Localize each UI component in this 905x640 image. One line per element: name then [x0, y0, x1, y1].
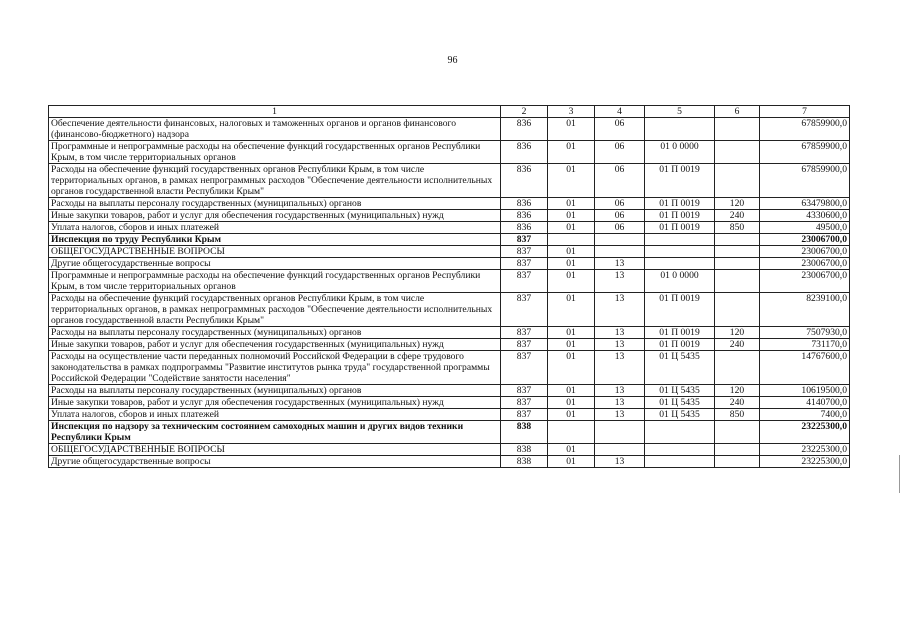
row-code-cell [715, 351, 760, 385]
row-amount-cell: 67859900,0 [760, 118, 850, 141]
table-row [49, 397, 850, 409]
row-name-cell: Уплата налогов, сборов и иных платежей [49, 409, 501, 421]
row-code-cell: 01 [548, 270, 595, 293]
row-code-cell: 06 [595, 198, 645, 210]
row-code-cell: 01 [548, 293, 595, 327]
table-row [49, 293, 850, 327]
row-code-cell: 01 [548, 258, 595, 270]
table-row [49, 118, 850, 141]
table-row [49, 234, 850, 246]
row-code-cell [645, 456, 715, 468]
row-code-cell: 836 [501, 222, 548, 234]
row-name-cell: Инспекция по труду Республики Крым [49, 234, 501, 246]
row-code-cell: 13 [595, 293, 645, 327]
row-code-cell: 01 П 0019 [645, 327, 715, 339]
row-code-cell [595, 234, 645, 246]
row-code-cell: 837 [501, 327, 548, 339]
row-amount-cell: 4330600,0 [760, 210, 850, 222]
row-code-cell: 01 0 0000 [645, 141, 715, 164]
row-code-cell: 01 [548, 327, 595, 339]
row-amount-cell: 731170,0 [760, 339, 850, 351]
row-code-cell [715, 444, 760, 456]
row-code-cell: 01 П 0019 [645, 222, 715, 234]
row-name-cell: Расходы на осуществление части переданных полномочий Российской Федерации в сфере трудового законодательства в рамках подпрограммы "Развитие институтов рынка труда" государственной программы Российской Федерации "Содействие занятости населения" [49, 351, 501, 385]
row-code-cell [595, 246, 645, 258]
table-row [49, 444, 850, 456]
row-code-cell: 240 [715, 397, 760, 409]
table-row [49, 270, 850, 293]
row-code-cell: 01 [548, 397, 595, 409]
table-body [49, 106, 850, 468]
row-code-cell [595, 421, 645, 444]
row-amount-cell: 14767600,0 [760, 351, 850, 385]
scan-edge-mark [899, 455, 900, 493]
row-code-cell: 01 0 0000 [645, 270, 715, 293]
row-code-cell: 240 [715, 339, 760, 351]
row-code-cell: 01 [548, 246, 595, 258]
page-number: 96 [447, 55, 458, 66]
row-code-cell: 836 [501, 210, 548, 222]
row-code-cell: 01 [548, 118, 595, 141]
table-row [49, 222, 850, 234]
row-code-cell: 13 [595, 270, 645, 293]
row-code-cell [645, 421, 715, 444]
table-row [49, 456, 850, 468]
row-name-cell: ОБЩЕГОСУДАРСТВЕННЫЕ ВОПРОСЫ [49, 246, 501, 258]
row-amount-cell: 23006700,0 [760, 270, 850, 293]
row-name-cell: Программные и непрограммные расходы на обеспечение функций государственных органов Республики Крым, в том числе территориальных органов [49, 270, 501, 293]
row-amount-cell: 49500,0 [760, 222, 850, 234]
row-code-cell: 13 [595, 409, 645, 421]
row-code-cell: 836 [501, 164, 548, 198]
row-code-cell [715, 270, 760, 293]
table-row [49, 258, 850, 270]
row-code-cell: 13 [595, 258, 645, 270]
row-code-cell [715, 118, 760, 141]
row-code-cell: 13 [595, 339, 645, 351]
row-code-cell: 01 [548, 385, 595, 397]
row-name-cell: Другие общегосударственные вопросы [49, 456, 501, 468]
row-amount-cell: 23225300,0 [760, 444, 850, 456]
table-row [49, 164, 850, 198]
row-code-cell: 01 [548, 141, 595, 164]
row-code-cell: 13 [595, 397, 645, 409]
row-code-cell: 01 П 0019 [645, 198, 715, 210]
row-code-cell: 06 [595, 222, 645, 234]
column-header: 7 [760, 106, 850, 118]
row-code-cell: 01 [548, 210, 595, 222]
row-code-cell: 01 [548, 351, 595, 385]
row-code-cell: 836 [501, 141, 548, 164]
column-header: 4 [595, 106, 645, 118]
table-row [49, 327, 850, 339]
row-code-cell [645, 234, 715, 246]
row-code-cell: 01 П 0019 [645, 293, 715, 327]
row-amount-cell: 7400,0 [760, 409, 850, 421]
row-amount-cell: 10619500,0 [760, 385, 850, 397]
row-amount-cell: 8239100,0 [760, 293, 850, 327]
row-name-cell: Расходы на обеспечение функций государственных органов Республики Крым, в том числе территориальных органов, в рамках непрограммных расходов "Обеспечение деятельности исполнительных органов государственной власти Республики Крым" [49, 164, 501, 198]
row-code-cell: 06 [595, 118, 645, 141]
row-amount-cell: 4140700,0 [760, 397, 850, 409]
row-code-cell: 838 [501, 421, 548, 444]
row-amount-cell: 23006700,0 [760, 246, 850, 258]
table-row [49, 409, 850, 421]
budget-table [48, 105, 850, 468]
table-row [49, 198, 850, 210]
row-code-cell [595, 444, 645, 456]
row-code-cell: 01 П 0019 [645, 210, 715, 222]
row-code-cell [715, 293, 760, 327]
row-code-cell: 13 [595, 456, 645, 468]
row-amount-cell: 23225300,0 [760, 456, 850, 468]
row-code-cell [548, 234, 595, 246]
row-name-cell: Расходы на выплаты персоналу государственных (муниципальных) органов [49, 327, 501, 339]
row-code-cell: 13 [595, 351, 645, 385]
row-code-cell: 838 [501, 456, 548, 468]
row-code-cell: 01 П 0019 [645, 164, 715, 198]
row-name-cell: Программные и непрограммные расходы на обеспечение функций государственных органов Республики Крым, в том числе территориальных органов [49, 141, 501, 164]
column-header: 3 [548, 106, 595, 118]
row-code-cell [715, 258, 760, 270]
row-code-cell [548, 421, 595, 444]
row-code-cell: 01 [548, 198, 595, 210]
row-code-cell [645, 258, 715, 270]
row-code-cell [715, 246, 760, 258]
row-amount-cell: 23225300,0 [760, 421, 850, 444]
row-code-cell: 837 [501, 409, 548, 421]
row-code-cell: 837 [501, 258, 548, 270]
row-code-cell [715, 421, 760, 444]
row-code-cell: 01 [548, 222, 595, 234]
row-name-cell: Иные закупки товаров, работ и услуг для обеспечения государственных (муниципальных) нужд [49, 397, 501, 409]
row-code-cell [645, 444, 715, 456]
row-code-cell [645, 246, 715, 258]
row-amount-cell: 7507930,0 [760, 327, 850, 339]
row-code-cell: 13 [595, 385, 645, 397]
row-code-cell: 01 Ц 5435 [645, 351, 715, 385]
table-row [49, 246, 850, 258]
row-name-cell: Обеспечение деятельности финансовых, налоговых и таможенных органов и органов финансового (финансово-бюджетного) надзора [49, 118, 501, 141]
column-header: 2 [501, 106, 548, 118]
row-code-cell: 01 [548, 444, 595, 456]
row-code-cell: 837 [501, 270, 548, 293]
row-code-cell: 120 [715, 198, 760, 210]
row-code-cell [645, 118, 715, 141]
row-code-cell: 120 [715, 327, 760, 339]
row-name-cell: Расходы на выплаты персоналу государственных (муниципальных) органов [49, 198, 501, 210]
row-name-cell: Иные закупки товаров, работ и услуг для обеспечения государственных (муниципальных) нужд [49, 210, 501, 222]
row-code-cell: 01 [548, 456, 595, 468]
row-code-cell: 01 [548, 164, 595, 198]
row-code-cell: 01 [548, 409, 595, 421]
row-code-cell: 01 [548, 339, 595, 351]
row-code-cell: 837 [501, 385, 548, 397]
row-name-cell: ОБЩЕГОСУДАРСТВЕННЫЕ ВОПРОСЫ [49, 444, 501, 456]
row-code-cell: 01 Ц 5435 [645, 409, 715, 421]
row-amount-cell: 23006700,0 [760, 234, 850, 246]
row-code-cell: 837 [501, 246, 548, 258]
row-code-cell: 837 [501, 339, 548, 351]
row-code-cell [715, 234, 760, 246]
row-code-cell [715, 456, 760, 468]
row-code-cell: 01 Ц 5435 [645, 385, 715, 397]
row-code-cell: 837 [501, 397, 548, 409]
row-code-cell: 837 [501, 351, 548, 385]
column-header: 6 [715, 106, 760, 118]
column-header: 1 [49, 106, 501, 118]
row-name-cell: Инспекция по надзору за техническим состоянием самоходных машин и других видов техники Республики Крым [49, 421, 501, 444]
row-code-cell: 06 [595, 164, 645, 198]
table-row [49, 421, 850, 444]
row-code-cell: 850 [715, 409, 760, 421]
row-code-cell: 120 [715, 385, 760, 397]
row-code-cell [715, 141, 760, 164]
row-code-cell: 01 П 0019 [645, 339, 715, 351]
column-header: 5 [645, 106, 715, 118]
row-name-cell: Расходы на обеспечение функций государственных органов Республики Крым, в том числе территориальных органов, в рамках непрограммных расходов "Обеспечение деятельности исполнительных органов государственной власти Республики Крым" [49, 293, 501, 327]
row-amount-cell: 67859900,0 [760, 141, 850, 164]
row-name-cell: Иные закупки товаров, работ и услуг для обеспечения государственных (муниципальных) нужд [49, 339, 501, 351]
table-header-row [49, 106, 850, 118]
row-code-cell: 837 [501, 234, 548, 246]
row-code-cell: 01 Ц 5435 [645, 397, 715, 409]
row-amount-cell: 67859900,0 [760, 164, 850, 198]
row-code-cell [715, 164, 760, 198]
row-code-cell: 836 [501, 198, 548, 210]
row-name-cell: Расходы на выплаты персоналу государственных (муниципальных) органов [49, 385, 501, 397]
row-code-cell: 13 [595, 327, 645, 339]
table-row [49, 141, 850, 164]
row-amount-cell: 63479800,0 [760, 198, 850, 210]
row-code-cell: 240 [715, 210, 760, 222]
table-row [49, 385, 850, 397]
row-code-cell: 06 [595, 210, 645, 222]
row-name-cell: Уплата налогов, сборов и иных платежей [49, 222, 501, 234]
row-code-cell: 06 [595, 141, 645, 164]
row-code-cell: 837 [501, 293, 548, 327]
table-row [49, 351, 850, 385]
table-row [49, 210, 850, 222]
row-amount-cell: 23006700,0 [760, 258, 850, 270]
table-row [49, 339, 850, 351]
row-code-cell: 838 [501, 444, 548, 456]
row-name-cell: Другие общегосударственные вопросы [49, 258, 501, 270]
row-code-cell: 850 [715, 222, 760, 234]
row-code-cell: 836 [501, 118, 548, 141]
